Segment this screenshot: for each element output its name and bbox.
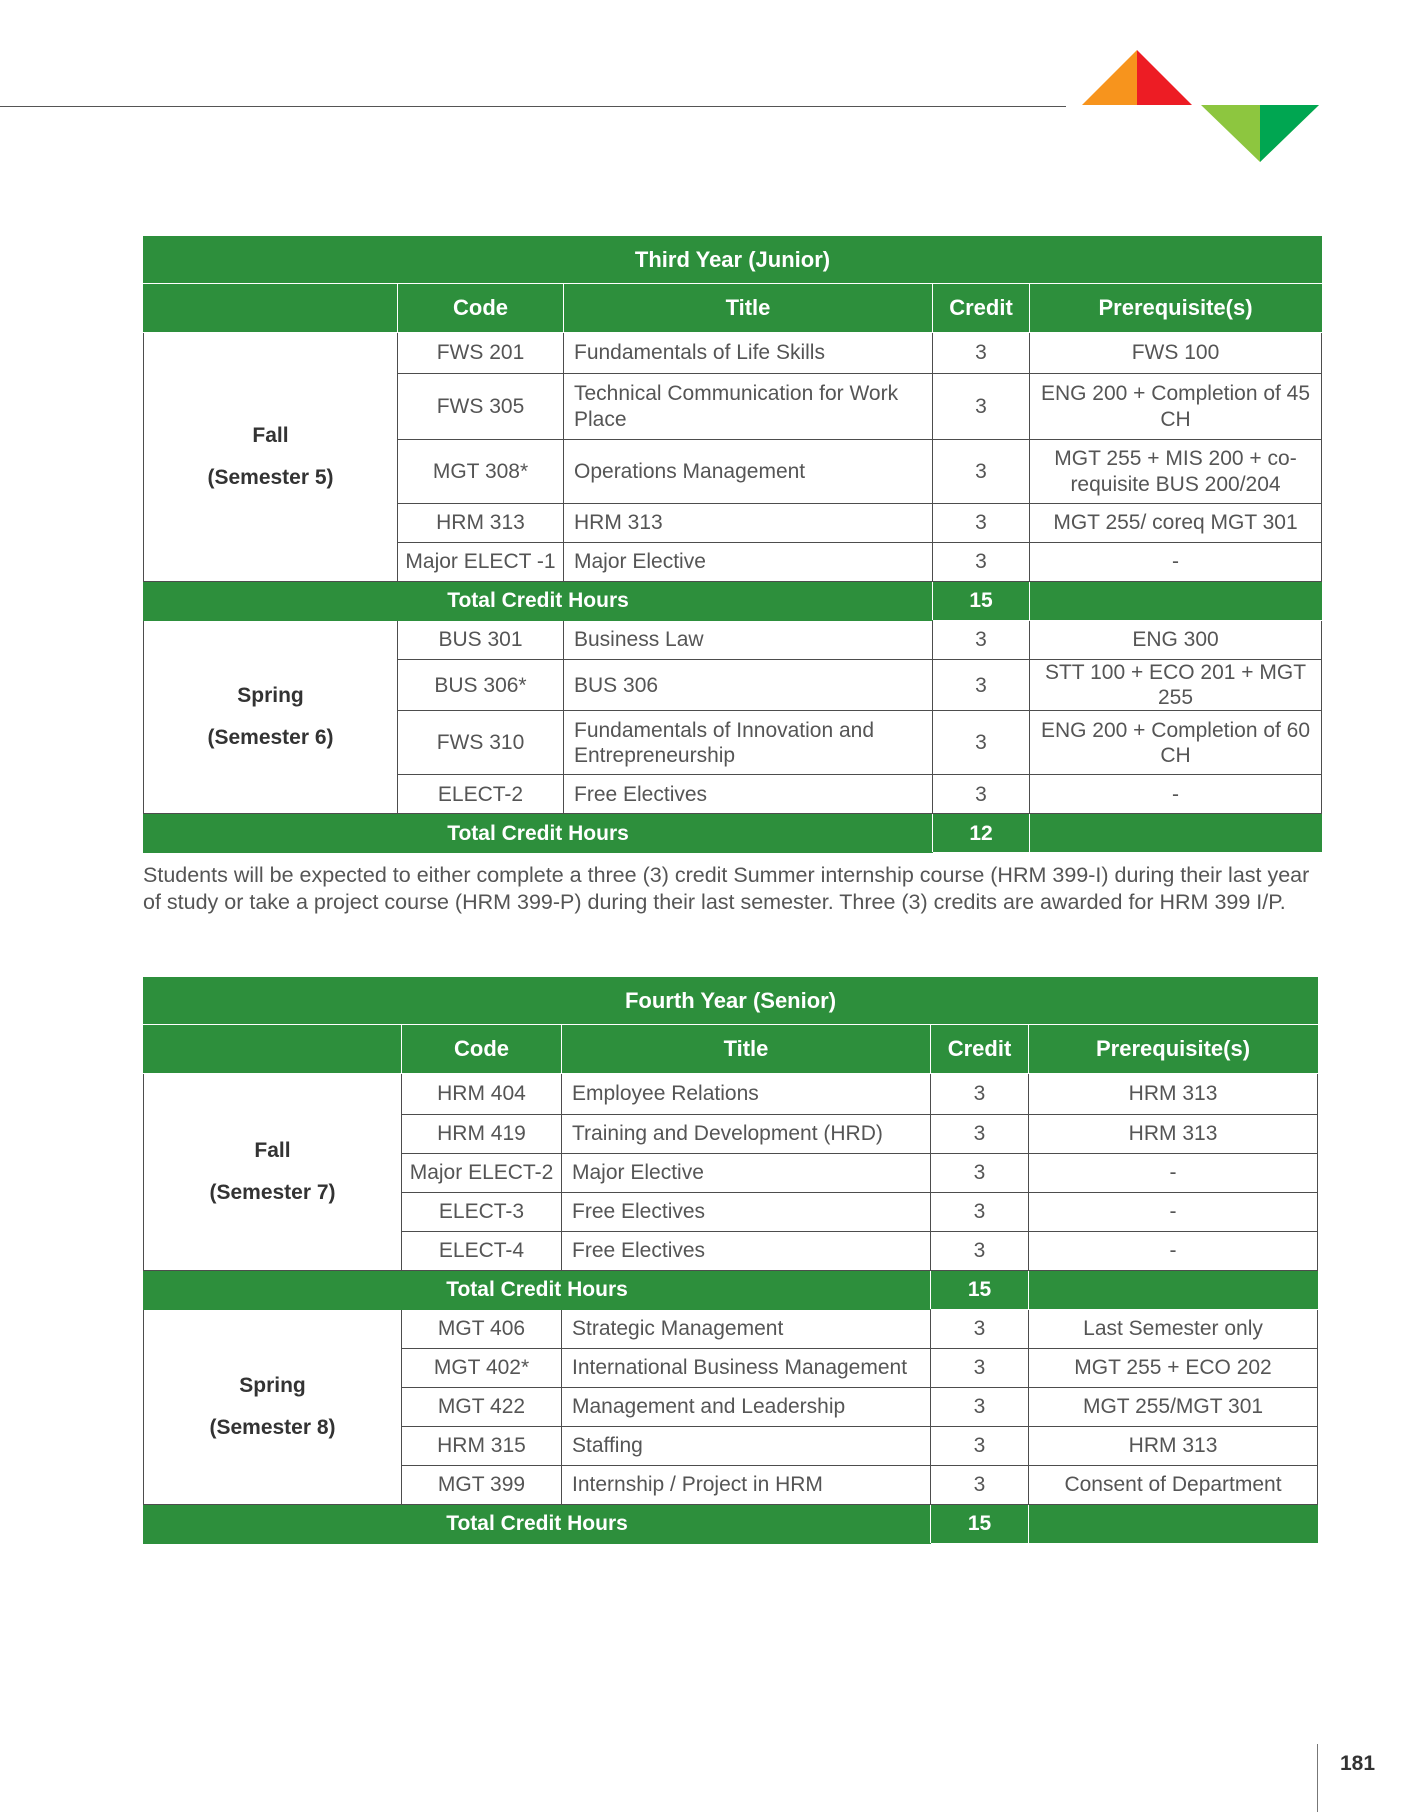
course-credit: 3: [933, 660, 1030, 711]
course-prereq: FWS 100: [1030, 333, 1322, 374]
total-credits: 15: [931, 1271, 1029, 1310]
course-prereq: MGT 255 + ECO 202: [1029, 1349, 1318, 1388]
course-prereq: Consent of Department: [1029, 1466, 1318, 1505]
semester-number: (Semester 6): [207, 726, 334, 750]
header-prereq: Prerequisite(s): [1029, 1025, 1318, 1074]
course-credit: 3: [933, 440, 1030, 504]
course-title: Strategic Management: [562, 1310, 931, 1349]
course-prereq: -: [1029, 1232, 1318, 1271]
total-credits: 15: [933, 582, 1030, 621]
course-code: Major ELECT-2: [402, 1154, 562, 1193]
total-label: Total Credit Hours: [144, 1271, 931, 1310]
semester-cell: [144, 621, 398, 814]
course-credit: 3: [931, 1427, 1029, 1466]
course-title: International Business Management: [562, 1349, 931, 1388]
semester-cell: [144, 333, 398, 582]
course-code: FWS 310: [398, 711, 564, 775]
course-title: Major Elective: [562, 1154, 931, 1193]
header-title: Title: [564, 284, 933, 333]
course-code: BUS 301: [398, 621, 564, 660]
course-code: Major ELECT -1: [398, 543, 564, 582]
semester-number: (Semester 7): [209, 1181, 336, 1204]
logo-red-triangle: [1137, 50, 1192, 105]
course-credit: 3: [931, 1388, 1029, 1427]
course-title: Fundamentals of Innovation and Entrepreneurship: [564, 711, 933, 775]
table-row: [144, 1074, 1318, 1115]
course-code: MGT 402*: [402, 1349, 562, 1388]
course-code: MGT 399: [402, 1466, 562, 1505]
course-credit: 3: [931, 1232, 1029, 1271]
total-label: Total Credit Hours: [144, 582, 933, 621]
course-prereq: ENG 200 + Completion of 60 CH: [1030, 711, 1322, 775]
total-row: [144, 814, 1322, 853]
course-code: MGT 422: [402, 1388, 562, 1427]
course-prereq: MGT 255 + MIS 200 + co-requisite BUS 200/204: [1030, 440, 1322, 504]
course-prereq: Last Semester only: [1029, 1310, 1318, 1349]
table-title: Third Year (Junior): [144, 237, 1322, 284]
course-credit: 3: [933, 333, 1030, 374]
semester-cell: [144, 1074, 402, 1271]
header-code: Code: [398, 284, 564, 333]
table-row: [144, 333, 1322, 374]
course-code: BUS 306*: [398, 660, 564, 711]
internship-note: Students will be expected to either complete a three (3) credit Summer internship course (HRM 399-I) during their last year of study or take a project course (HRM 399-P) during their last semester. Three (3) credits are awarded for HRM 399 I/P.: [143, 863, 1310, 914]
fourth-year-table: [143, 977, 1318, 1544]
course-credit: 3: [931, 1193, 1029, 1232]
header-title: Title: [562, 1025, 931, 1074]
footer-rule: [1317, 1744, 1318, 1812]
course-prereq: HRM 313: [1029, 1074, 1318, 1115]
table-title: Fourth Year (Senior): [144, 978, 1318, 1025]
course-prereq: ENG 200 + Completion of 45 CH: [1030, 374, 1322, 440]
course-prereq: -: [1029, 1154, 1318, 1193]
course-credit: 3: [933, 374, 1030, 440]
table-row: [144, 621, 1322, 660]
semester-label: Spring: [237, 684, 304, 708]
total-blank: [1029, 1505, 1318, 1544]
course-prereq: -: [1030, 775, 1322, 814]
course-code: ELECT-2: [398, 775, 564, 814]
course-code: FWS 201: [398, 333, 564, 374]
semester-number: (Semester 8): [209, 1416, 336, 1439]
course-prereq: -: [1030, 543, 1322, 582]
course-title: Employee Relations: [562, 1074, 931, 1115]
course-title: BUS 306: [564, 660, 933, 711]
header-rule: [0, 106, 1066, 107]
third-year-table: [143, 236, 1322, 853]
course-credit: 3: [931, 1154, 1029, 1193]
course-credit: 3: [931, 1466, 1029, 1505]
table-row: [144, 1310, 1318, 1349]
total-row: [144, 1505, 1318, 1544]
course-prereq: MGT 255/ coreq MGT 301: [1030, 504, 1322, 543]
total-row: [144, 582, 1322, 621]
total-row: [144, 1271, 1318, 1310]
course-prereq: STT 100 + ECO 201 + MGT 255: [1030, 660, 1322, 711]
triangle-logo-icon: [1082, 50, 1320, 162]
course-title: HRM 313: [564, 504, 933, 543]
total-label: Total Credit Hours: [144, 1505, 931, 1544]
total-label: Total Credit Hours: [144, 814, 933, 853]
logo-darkgreen-triangle: [1260, 105, 1319, 162]
course-code: HRM 404: [402, 1074, 562, 1115]
logo-orange-triangle: [1082, 50, 1137, 105]
course-credit: 3: [933, 775, 1030, 814]
course-credit: 3: [933, 504, 1030, 543]
course-code: HRM 313: [398, 504, 564, 543]
course-prereq: MGT 255/MGT 301: [1029, 1388, 1318, 1427]
header-semester: [144, 284, 398, 333]
semester-label: Fall: [254, 1139, 291, 1162]
course-title: Technical Communication for Work Place: [564, 374, 933, 440]
total-credits: 15: [931, 1505, 1029, 1544]
course-prereq: HRM 313: [1029, 1115, 1318, 1154]
course-credit: 3: [931, 1115, 1029, 1154]
course-code: MGT 406: [402, 1310, 562, 1349]
course-code: MGT 308*: [398, 440, 564, 504]
course-credit: 3: [933, 621, 1030, 660]
course-title: Free Electives: [562, 1232, 931, 1271]
course-title: Major Elective: [564, 543, 933, 582]
total-blank: [1030, 814, 1322, 853]
semester-label: Fall: [252, 424, 289, 447]
course-credit: 3: [931, 1074, 1029, 1115]
header-credit: Credit: [931, 1025, 1029, 1074]
course-code: ELECT-4: [402, 1232, 562, 1271]
course-prereq: -: [1029, 1193, 1318, 1232]
course-title: Staffing: [562, 1427, 931, 1466]
course-prereq: ENG 300: [1030, 621, 1322, 660]
course-credit: 3: [933, 543, 1030, 582]
header-semester: [144, 1025, 402, 1074]
total-credits: 12: [933, 814, 1030, 853]
semester-label: Spring: [239, 1374, 306, 1397]
page-number: 181: [1340, 1752, 1376, 1775]
course-credit: 3: [933, 711, 1030, 775]
course-title: Free Electives: [562, 1193, 931, 1232]
header-credit: Credit: [933, 284, 1030, 333]
total-blank: [1029, 1271, 1318, 1310]
course-prereq: HRM 313: [1029, 1427, 1318, 1466]
course-credit: 3: [931, 1310, 1029, 1349]
course-title: Management and Leadership: [562, 1388, 931, 1427]
course-credit: 3: [931, 1349, 1029, 1388]
course-title: Internship / Project in HRM: [562, 1466, 931, 1505]
header-code: Code: [402, 1025, 562, 1074]
course-code: ELECT-3: [402, 1193, 562, 1232]
course-title: Business Law: [564, 621, 933, 660]
semester-cell: [144, 1310, 402, 1505]
semester-number: (Semester 5): [207, 466, 334, 489]
course-title: Fundamentals of Life Skills: [564, 333, 933, 374]
course-code: HRM 419: [402, 1115, 562, 1154]
course-title: Free Electives: [564, 775, 933, 814]
course-code: FWS 305: [398, 374, 564, 440]
course-title: Operations Management: [564, 440, 933, 504]
course-code: HRM 315: [402, 1427, 562, 1466]
course-title: Training and Development (HRD): [562, 1115, 931, 1154]
total-blank: [1030, 582, 1322, 621]
header-prereq: Prerequisite(s): [1030, 284, 1322, 333]
